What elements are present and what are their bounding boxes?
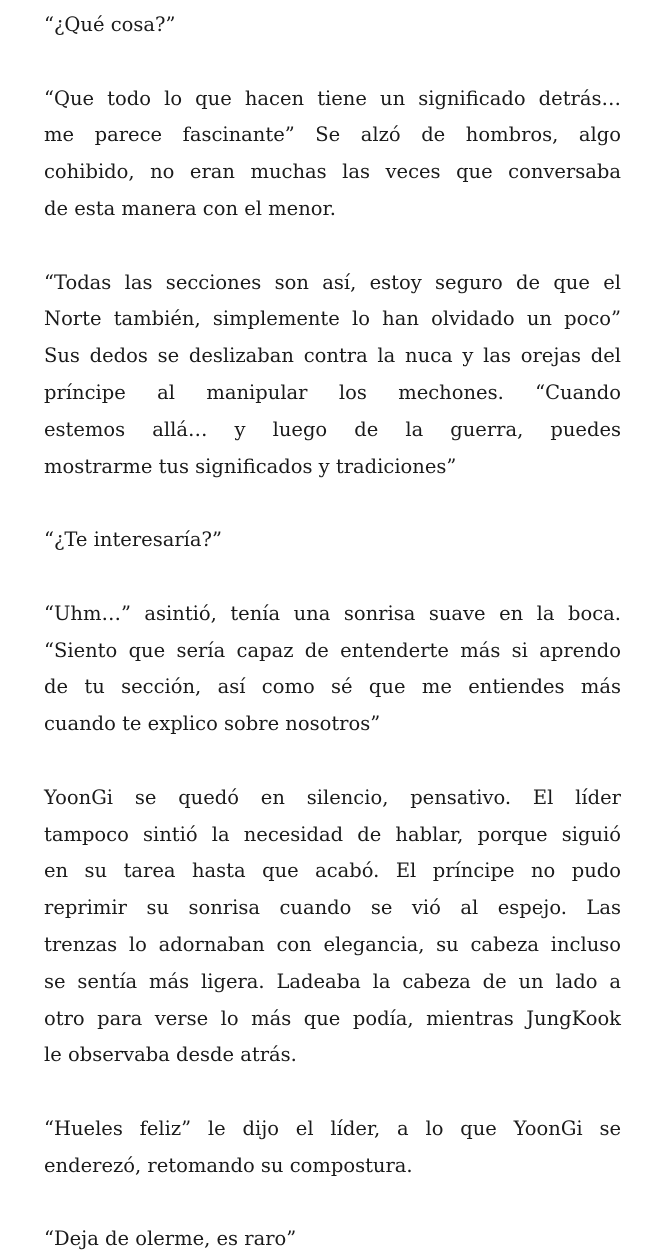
text-line: “Siento que sería capaz de entenderte más si aprendo xyxy=(44,638,621,662)
text-line: “¿Qué cosa?” xyxy=(44,13,176,36)
paragraph-gap xyxy=(44,1185,621,1222)
text-line: Norte también, simplemente lo han olvidado un poco” xyxy=(44,307,621,331)
text-line: “Deja de olerme, es raro” xyxy=(44,1227,297,1251)
text-line: “Que todo lo que hacen tiene un significado detrás… xyxy=(44,86,621,110)
text-line: me parece fascinante” Se alzó de hombros, algo xyxy=(44,123,621,147)
paragraph xyxy=(44,81,621,228)
paragraph-gap xyxy=(44,485,621,522)
text-line: se sentía más ligera. Ladeaba la cabeza de un lado a xyxy=(44,969,621,993)
text-line: le observaba desde atrás. xyxy=(44,1043,297,1067)
paragraph xyxy=(44,1221,621,1258)
paragraph xyxy=(44,522,621,559)
paragraph xyxy=(44,265,621,486)
paragraph-gap xyxy=(44,228,621,265)
text-line: en su tarea hasta que acabó. El príncipe no pudo xyxy=(44,859,621,883)
text-line: YoonGi se quedó en silencio, pensativo. El líder xyxy=(44,785,621,809)
text-line: tampoco sintió la necesidad de hablar, porque siguió xyxy=(44,822,621,846)
paragraph-gap xyxy=(44,1074,621,1111)
text-line: enderezó, retomando su compostura. xyxy=(44,1153,413,1177)
text-line: de tu sección, así como sé que me entiendes más xyxy=(44,675,621,699)
paragraph xyxy=(44,7,621,44)
paragraph xyxy=(44,1111,621,1185)
document-page xyxy=(44,0,621,1258)
text-line: reprimir su sonrisa cuando se vió al espejo. Las xyxy=(44,896,621,920)
text-line: “¿Te interesaría?” xyxy=(44,528,222,552)
text-line: trenzas lo adornaban con elegancia, su cabeza incluso xyxy=(44,932,621,956)
text-line: Sus dedos se deslizaban contra la nuca y las orejas del xyxy=(44,344,621,368)
paragraph xyxy=(44,780,621,1074)
text-line: “Hueles feliz” le dijo el líder, a lo que YoonGi se xyxy=(44,1116,621,1140)
paragraph-gap xyxy=(44,559,621,596)
text-line: cohibido, no eran muchas las veces que conversaba xyxy=(44,160,621,184)
paragraph-gap xyxy=(44,743,621,780)
paragraph xyxy=(44,596,621,743)
text-line: mostrarme tus significados y tradiciones” xyxy=(44,454,457,478)
text-line: otro para verse lo más que podía, mientras JungKook xyxy=(44,1006,621,1030)
text-line: estemos allá… y luego de la guerra, puedes xyxy=(44,417,621,441)
text-line: cuando te explico sobre nosotros” xyxy=(44,712,381,736)
text-line: príncipe al manipular los mechones. “Cuando xyxy=(44,380,621,404)
text-line: “Todas las secciones son así, estoy seguro de que el xyxy=(44,270,621,294)
paragraph-gap xyxy=(44,44,621,81)
text-line: de esta manera con el menor. xyxy=(44,196,336,220)
text-line: “Uhm…” asintió, tenía una sonrisa suave en la boca. xyxy=(44,601,621,625)
